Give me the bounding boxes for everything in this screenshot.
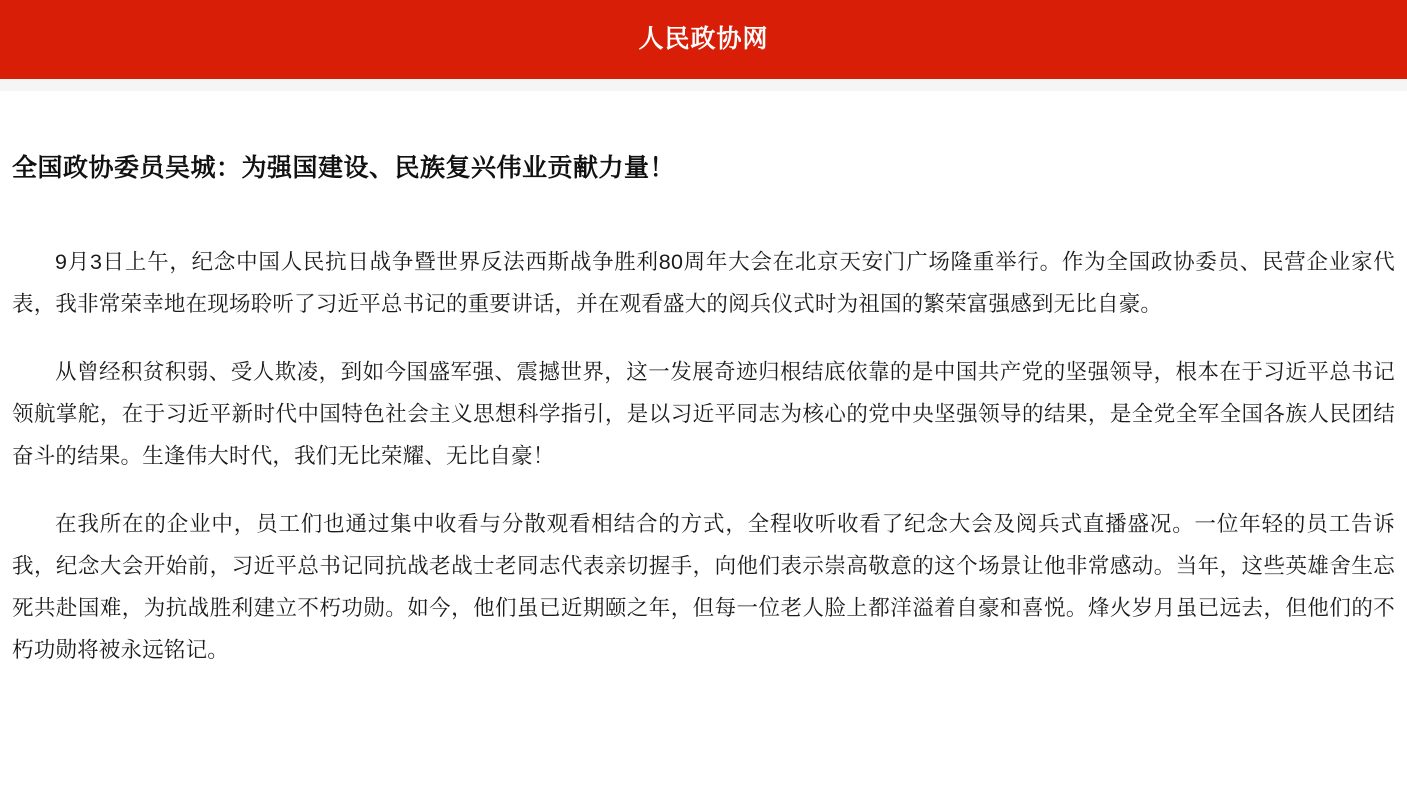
article-paragraph: 从曾经积贫积弱、受人欺凌，到如今国盛军强、震撼世界，这一发展奇迹归根结底依靠的是中国共产党的坚强领导，根本在于习近平总书记领航掌舵，在于习近平新时代中国特色社会主义思想科学指引，是以习近平同志为核心的党中央坚强领导的结果，是全党全军全国各族人民团结奋斗的结果。生逢伟大时代，我们无比荣耀、无比自豪！ bbox=[12, 360, 1395, 468]
article-content bbox=[0, 91, 1407, 810]
site-header bbox=[0, 0, 1407, 79]
page-title: 全国政协委员吴城：为强国建设、民族复兴伟业贡献力量！ bbox=[12, 154, 676, 182]
site-title: 人民政协网 bbox=[638, 25, 769, 53]
article-paragraph: 在我所在的企业中，员工们也通过集中收看与分散观看相结合的方式，全程收听收看了纪念大会及阅兵式直播盛况。一位年轻的员工告诉我，纪念大会开始前，习近平总书记同抗战老战士老同志代表亲切握手，向他们表示崇高敬意的这个场景让他非常感动。当年，这些英雄舍生忘死共赴国难，为抗战胜利建立不朽功勋。如今，他们虽已近期颐之年，但每一位老人脸上都洋溢着自豪和喜悦。烽火岁月虽已远去，但他们的不朽功勋将被永远铭记。 bbox=[12, 512, 1395, 662]
header-divider bbox=[0, 79, 1407, 91]
article-body bbox=[12, 186, 1395, 671]
article-paragraph: 9月3日上午，纪念中国人民抗日战争暨世界反法西斯战争胜利80周年大会在北京天安门广场隆重举行。作为全国政协委员、民营企业家代表，我非常荣幸地在现场聆听了习近平总书记的重要讲话，并在观看盛大的阅兵仪式时为祖国的繁荣富强感到无比自豪。 bbox=[12, 250, 1395, 316]
